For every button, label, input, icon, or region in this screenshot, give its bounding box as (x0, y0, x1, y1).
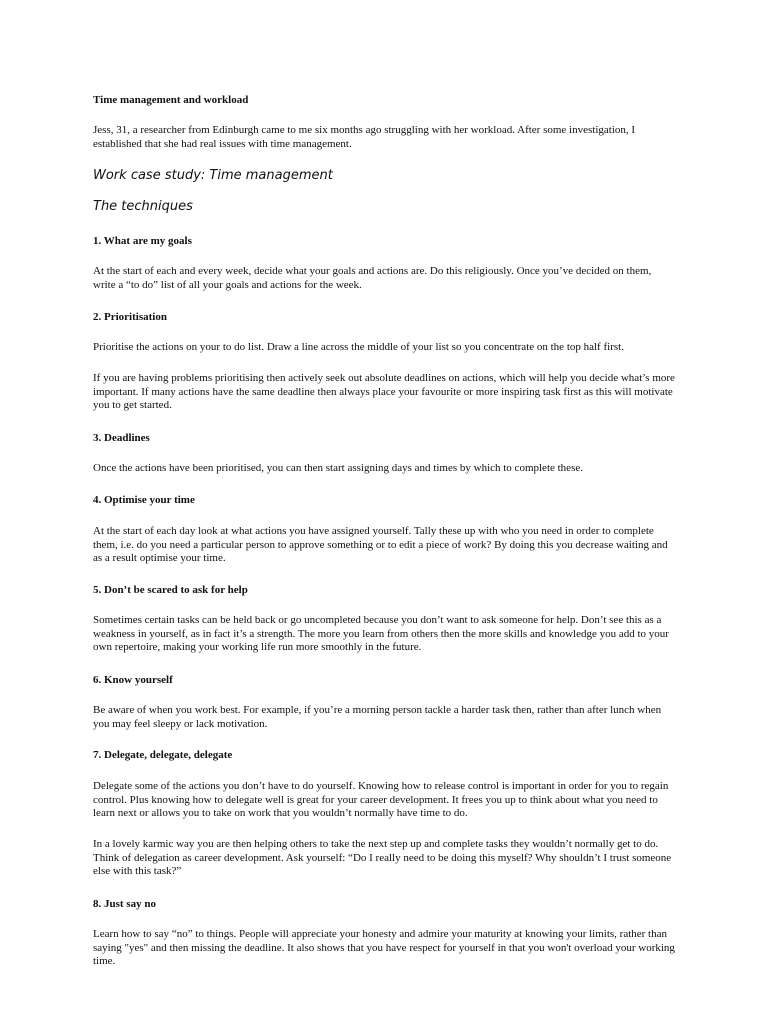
section-paragraph: At the start of each day look at what actions you have assigned yourself. Tally these up with who you need in order to complete them, i.e. do you need a particular person to approve something or to edit a piece of work? By doing this you decrease waiting and as a result optimise your time. (93, 525, 668, 565)
intro-paragraph: Jess, 31, a researcher from Edinburgh came to me six months ago struggling with her workload. After some investigation, I established that she had real issues with time management. (93, 124, 636, 150)
section-paragraph: Learn how to say “no” to things. People will appreciate your honesty and admire your maturity at knowing your limits, rather than saying "yes" and then missing the deadline. It also shows that you have respect for yourself in that you won't overload your working time. (93, 928, 675, 968)
section-heading-optimise: 4. Optimise your time (93, 494, 195, 506)
case-study-heading: Work case study: Time management (93, 168, 333, 183)
techniques-heading: The techniques (93, 199, 193, 214)
section-heading-just-say-no: 8. Just say no (93, 898, 156, 910)
section-paragraph: At the start of each and every week, decide what your goals and actions are. Do this religiously. Once you’ve decided on them, write a “to do” list of all your goals and actions for the week. (93, 265, 652, 291)
section-paragraph: In a lovely karmic way you are then helping others to take the next step up and complete tasks they wouldn’t normally get to do. Think of delegation as career development. Ask yourself: “Do I really need to be doing this myself? Why shouldn’t I trust someone else with this task?” (93, 838, 672, 878)
section-paragraph: Once the actions have been prioritised, you can then start assigning days and times by which to complete these. (93, 462, 583, 474)
section-heading-prioritisation: 2. Prioritisation (93, 311, 167, 323)
section-heading-delegate: 7. Delegate, delegate, delegate (93, 749, 233, 761)
section-paragraph: Prioritise the actions on your to do list. Draw a line across the middle of your list so you concentrate on the top half first. (93, 341, 624, 353)
section-heading-deadlines: 3. Deadlines (93, 432, 150, 444)
section-paragraph: Delegate some of the actions you don’t have to do yourself. Knowing how to release control is important in order for you to regain control. Plus knowing how to delegate well is great for your career development. It frees you up to think about what you need to learn next or allows you to take on work that you wouldn’t normally have time to do. (93, 780, 669, 820)
section-paragraph: Sometimes certain tasks can be held back or go uncompleted because you don’t want to ask someone for help. Don’t see this as a weakness in yourself, as in fact it’s a strength. The more you learn from others then the more skills and knowledge you add to your own repertoire, making your working life run more smoothly in the future. (93, 614, 669, 654)
section-heading-goals: 1. What are my goals (93, 235, 192, 247)
section-paragraph: If you are having problems prioritising then actively seek out absolute deadlines on actions, which will help you decide what’s more important. If many actions have the same deadline then always place your favourite or more inspiring task first as this will motivate you to get started. (93, 372, 675, 412)
section-heading-ask-for-help: 5. Don’t be scared to ask for help (93, 584, 248, 596)
section-paragraph: Be aware of when you work best. For example, if you’re a morning person tackle a harder task then, rather than after lunch when you may feel sleepy or lack motivation. (93, 704, 662, 730)
document-title: Time management and workload (93, 94, 249, 106)
section-heading-know-yourself: 6. Know yourself (93, 674, 173, 686)
